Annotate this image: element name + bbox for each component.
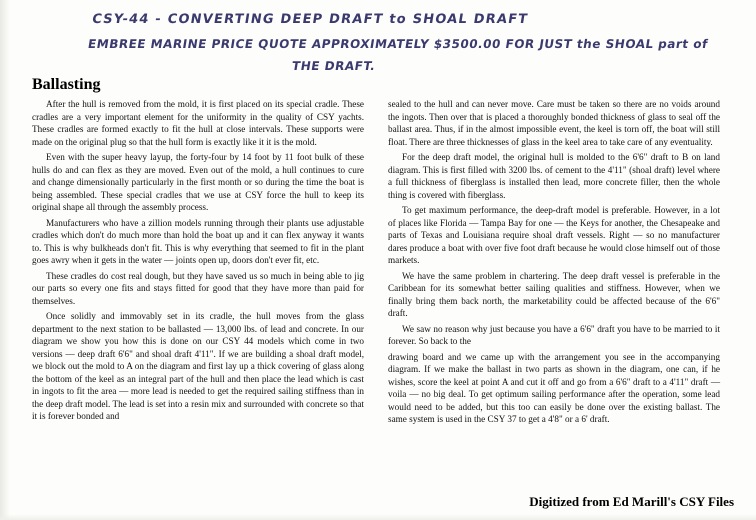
paragraph: We have the same problem in chartering. The deep draft vessel is preferable in the Caribbean for its somewhat better sailing qualities and stiffness. However, when we finally bring them back north, the marketability could be affected because of the 6'6" draft. [388, 270, 720, 319]
paragraph: We saw no reason why just because you have a 6'6" draft you have to be married to it forever. So back to the [388, 323, 720, 347]
paragraph: For the deep draft model, the original hull is molded to the 6'6" draft to B on land diagram. This is first filled with 3200 lbs. of cement to the 4'11" (shoal draft) level where a full thickness of fiberglass is installed then lead, more concrete filler, then the whole thing is covered with fiberglass. [388, 152, 720, 200]
paragraph: sealed to the hull and can never move. Care must be taken so there are no voids around the ingots. Then over that is placed a thoroughly bonded thickness of glass to seal off the ballast area. Thus, if in the almost impossible event, the keel is torn off, the boat will still float. There are three thicknesses of glass in the keel area to take care of any eventuality. [388, 99, 720, 147]
handwritten-line-1: CSY-44 - CONVERTING DEEP DRAFT to SHOAL DRAFT [90, 12, 530, 27]
paragraph: Manufacturers who have a zillion models running through their plants use adjustable cradles which don't do much more than hold the boat up and it can flex anyway it wants to. This is why bulkheads don't fit. This is why everything that seemed to fit in the plant goes awry when it gets in the water — joints open up, doors don't ever fit, etc. [32, 217, 364, 266]
paragraph: Even with the super heavy layup, the forty-four by 14 foot by 11 foot bulk of these hulls do and can flex as they are moved. Even out of the mold, a hull continues to cure and change dimensionally particularly in the first month or so during the time the boat is being assembled. These special cradles that we use at CSY force the hull to keep its original shape all through the assembly process. [32, 152, 364, 213]
page-title: Ballasting [32, 76, 101, 93]
handwritten-annotation [86, 8, 732, 78]
paragraph: To get maximum performance, the deep-draft model is preferable. However, in a lot of places like Florida — Tampa Bay for one — the Keys for another, the Chesapeake and parts of Texas and Louisiana require shoal draft vessels. Right — so no manufacturer dares produce a boat with over five foot draft because he would close himself out of those markets. [388, 205, 720, 266]
handwritten-line-3: THE DRAFT. [290, 59, 377, 74]
paragraph: drawing board and we came up with the arrangement you see in the accompanying diagram. If we make the ballast in two parts as shown in the diagram, one can, if he wishes, score the keel at point A and cut it off and go from a 6'6" draft to a 4'11" draft — voila — no big deal. To get optimum sailing performance after the operation, some lead would need to be added, but this too can easily be done over the existing ballast. The same system is used in the CSY 37 to get a 4'8" or a 6' draft. [388, 351, 720, 425]
column-left [32, 98, 364, 478]
paragraph: These cradles do cost real dough, but they have saved us so much in being able to jig our parts so every one fits and stays fitted for good that they have more than paid for themselves. [32, 270, 364, 306]
footer-credit: Digitized from Ed Marill's CSY Files [529, 494, 734, 509]
scan-edge-left [0, 0, 10, 520]
column-right [388, 98, 720, 478]
handwritten-line-2: EMBREE MARINE PRICE QUOTE APPROXIMATELY $3500.00 FOR JUST the SHOAL part of [86, 36, 709, 51]
paragraph: After the hull is removed from the mold, it is first placed on its special cradle. These cradles are a very important element for the uniformity in the quality of CSY yachts. These cradles are formed exactly to fit the hull at close intervals. These supports were made on the original plug so that the hull form is exactly like it it is the mold. [32, 99, 364, 147]
article-body [32, 98, 720, 478]
scan-edge-bottom [0, 514, 756, 520]
paragraph: Once solidly and immovably set in its cradle, the hull moves from the glass department to the next station to be ballasted — 13,000 lbs. of lead and concrete. In our diagram we show you how this is done on our CSY 44 models which come in two versions — deep draft 6'6" and shoal draft 4'11". If we are building a shoal draft model, we block out the mold to A on the diagram and first lay up a thick covering of glass along the bottom of the keel as an integral part of the hull and then place the lead which is cast in ingots to fit the area — more lead is needed to get the required sailing stiffness than in the deep draft model. The lead is set into a resin mix and surrounded with concrete so that it is forever bonded and [32, 311, 364, 422]
